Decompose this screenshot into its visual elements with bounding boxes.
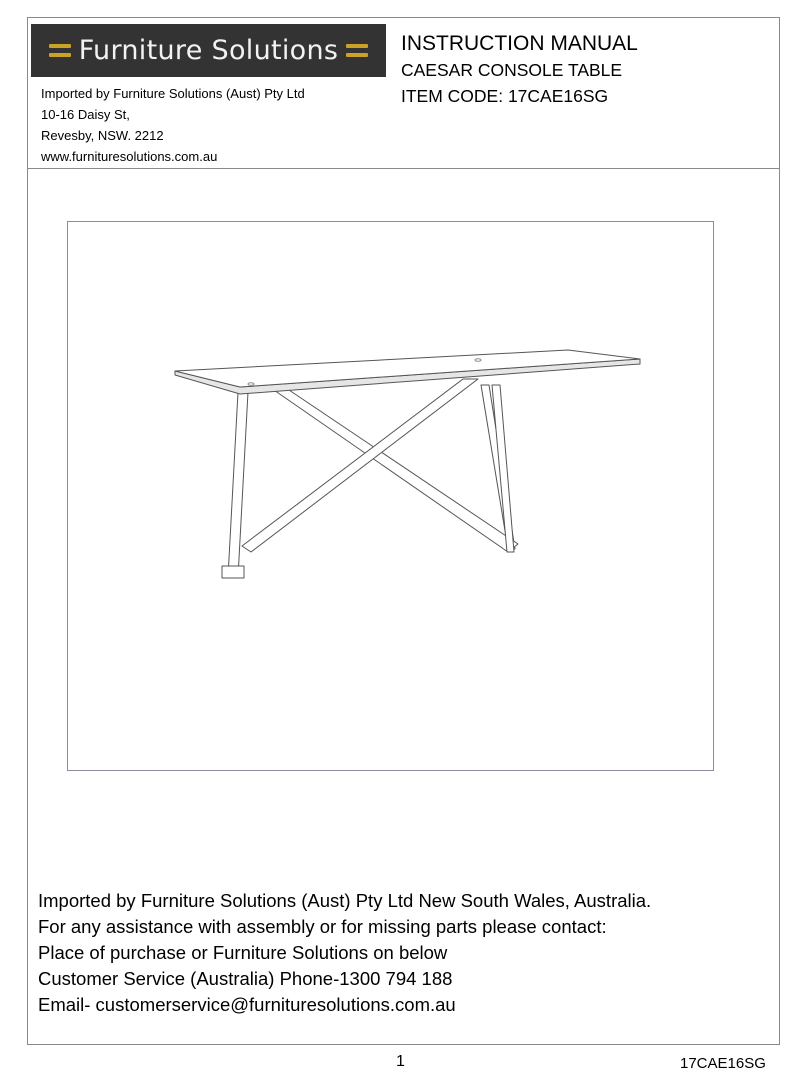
contact-information [38,888,651,1018]
logo-left-bars-icon [49,44,71,57]
importer-name: Imported by Furniture Solutions (Aust) Pty Ltd [41,86,305,101]
table-brace-right-to-left [242,379,478,552]
importer-street: 10-16 Daisy St, [41,107,130,122]
page-number: 1 [396,1053,405,1070]
importer-website: www.furnituresolutions.com.au [41,149,218,164]
importer-suburb: Revesby, NSW. 2212 [41,128,164,143]
manual-heading [401,30,638,109]
contact-purchase-line: Place of purchase or Furniture Solutions on below [38,942,448,963]
table-foot-left [222,566,244,578]
table-brace-left-to-right [271,388,518,552]
manual-title: INSTRUCTION MANUAL [401,32,638,55]
contact-email-line: Email- customerservice@furnituresolutions.com.au [38,994,456,1015]
header-divider [27,168,780,169]
product-illustration [67,221,714,771]
item-code: ITEM CODE: 17CAE16SG [401,86,609,106]
logo-right-bars-icon [346,44,368,57]
footer-item-code: 17CAE16SG [680,1055,766,1072]
contact-phone-line: Customer Service (Australia) Phone-1300 794 188 [38,968,453,989]
console-table-drawing [68,222,713,770]
contact-assistance-line: For any assistance with assembly or for missing parts please contact: [38,916,607,937]
product-name: CAESAR CONSOLE TABLE [401,60,623,80]
table-leg-front-left [228,392,248,577]
importer-address [41,83,305,167]
contact-importer-line: Imported by Furniture Solutions (Aust) Pty Ltd New South Wales, Australia. [38,890,652,911]
brand-logo [31,24,386,77]
logo-text: Furniture Solutions [78,35,339,66]
